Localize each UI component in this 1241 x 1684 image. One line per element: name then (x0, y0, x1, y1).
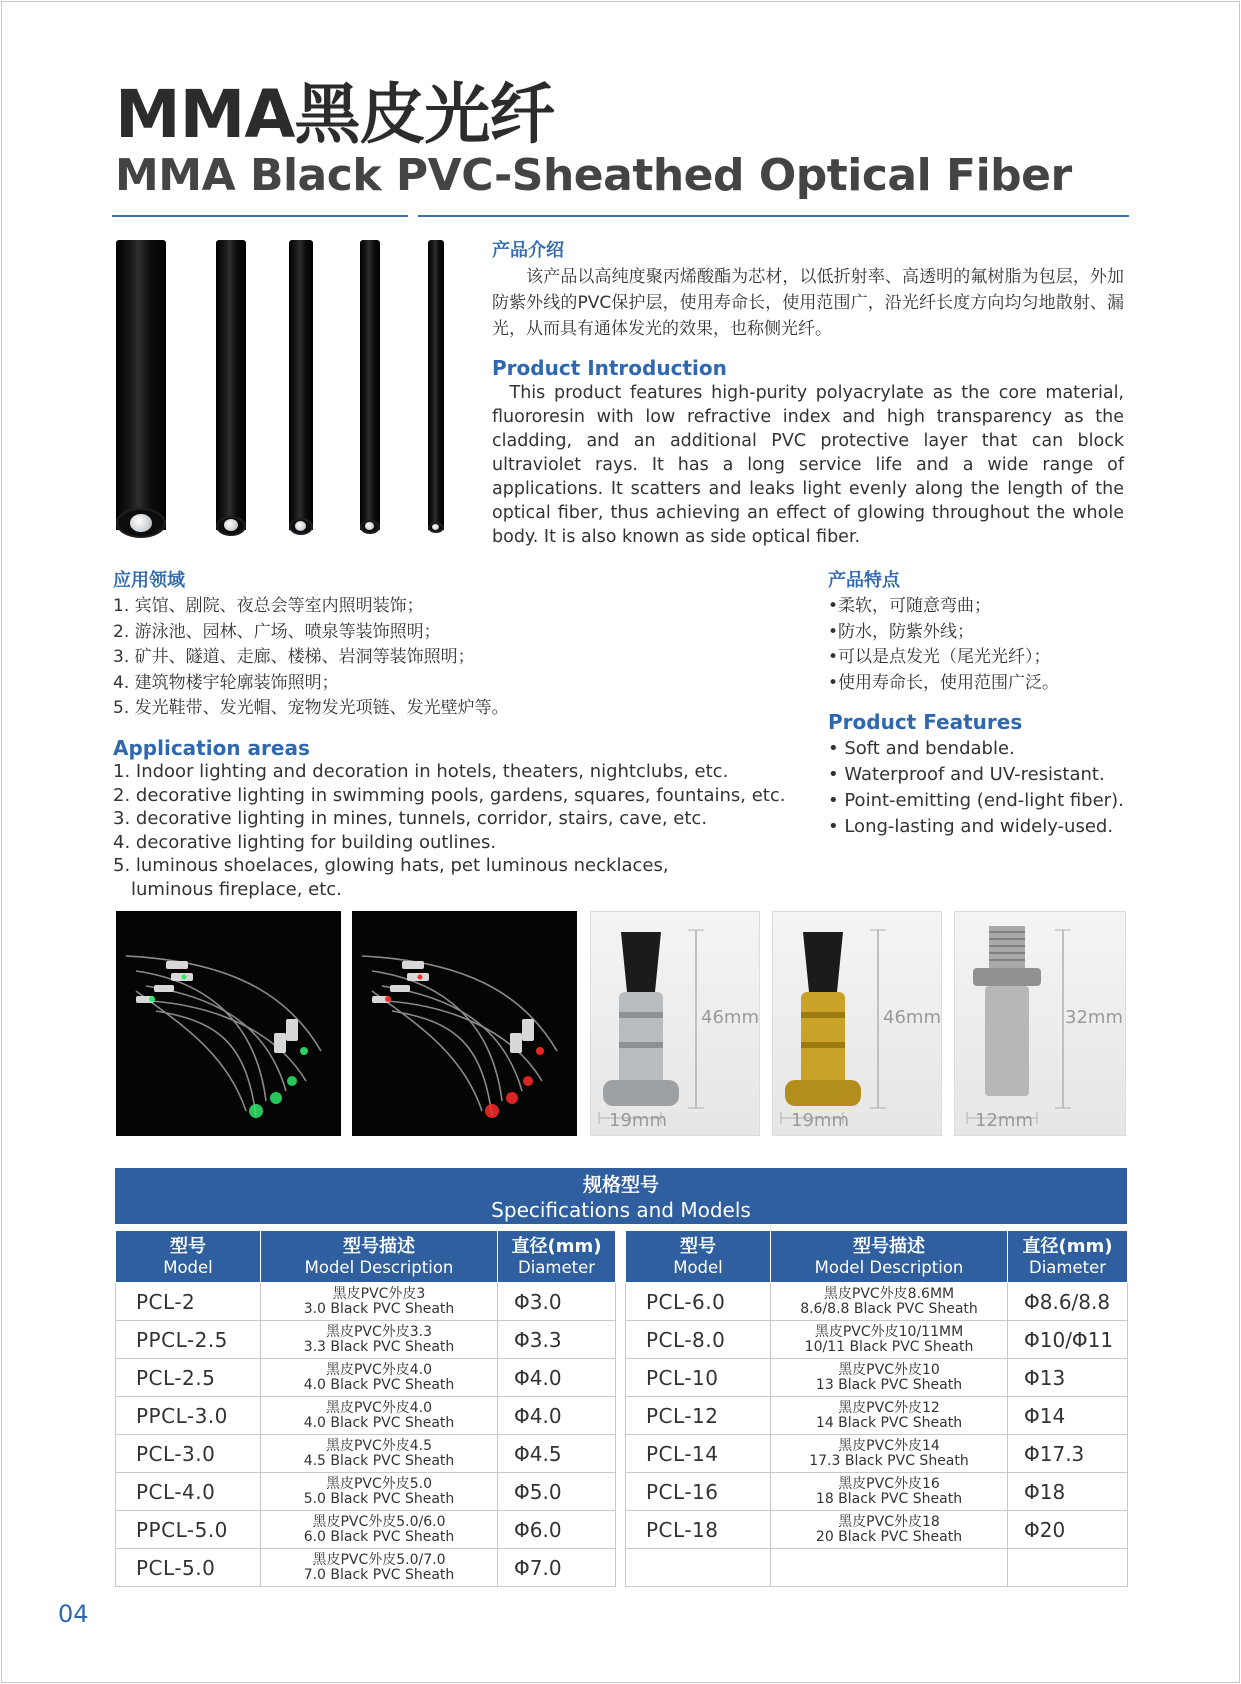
table-row (116, 1359, 616, 1397)
list-item: 3. 矿井、隧道、走廊、楼梯、岩洞等装饰照明； (113, 647, 475, 668)
cell-description (261, 1435, 498, 1473)
cell-model: PCL-6.0 (626, 1283, 771, 1321)
cell-model: PCL-12 (626, 1397, 771, 1435)
connector-width-label: 12mm (975, 1110, 1033, 1131)
fiber-sample (216, 240, 246, 530)
list-item: •柔软，可随意弯曲； (828, 596, 992, 616)
title-divider-right (418, 215, 1129, 217)
table-row (116, 1397, 616, 1435)
features-list-en (828, 736, 1124, 840)
spec-title-en: Specifications and Models (491, 1198, 751, 1222)
list-item: 3. decorative lighting in mines, tunnels, corridor, stairs, cave, etc. (113, 808, 708, 830)
spec-table-left (115, 1230, 616, 1587)
description-en: 4.0 Black PVC Sheath (303, 1376, 455, 1393)
cell-description (261, 1473, 498, 1511)
cell-description (771, 1321, 1008, 1359)
cell-description (261, 1283, 498, 1321)
list-item: 2. 游泳池、园林、广场、喷泉等装饰照明； (113, 621, 441, 642)
table-row (626, 1321, 1128, 1359)
header-description: 型号描述 Model Description (771, 1231, 1008, 1283)
description-en: 4.5 Black PVC Sheath (303, 1452, 455, 1469)
cell-model: PCL-3.0 (116, 1435, 261, 1473)
description-en: 13 Black PVC Sheath (815, 1376, 963, 1393)
description-en: 7.0 Black PVC Sheath (303, 1566, 455, 1583)
cell-diameter: Φ4.5 (498, 1435, 616, 1473)
table-row (626, 1473, 1128, 1511)
cell-model: PPCL-3.0 (116, 1397, 261, 1435)
list-item: •可以是点发光（尾光光纤）； (828, 647, 1051, 668)
cell-model: PCL-14 (626, 1435, 771, 1473)
cell-description (261, 1549, 498, 1587)
list-item: • Long-lasting and widely-used. (828, 816, 1114, 837)
description-en: 3.3 Black PVC Sheath (303, 1338, 455, 1355)
cell-diameter: Φ20 (1008, 1511, 1128, 1549)
list-item: 5. 发光鞋带、发光帽、宠物发光项链、发光壁炉等。 (113, 698, 509, 719)
table-row (626, 1435, 1128, 1473)
cell-model: PCL-10 (626, 1359, 771, 1397)
description-cn: 黑皮PVC外皮3.3 (325, 1323, 433, 1340)
cell-model: PCL-5.0 (116, 1549, 261, 1587)
table-row (626, 1549, 1128, 1587)
cell-description (261, 1511, 498, 1549)
description-cn: 黑皮PVC外皮5.0 (325, 1475, 433, 1492)
cell-description (771, 1435, 1008, 1473)
connector-threaded-photo (954, 911, 1126, 1136)
title-divider-left (112, 215, 408, 217)
description-cn: 黑皮PVC外皮4.0 (325, 1361, 433, 1378)
table-row (626, 1283, 1128, 1321)
page-title-en: MMA Black PVC-Sheathed Optical Fiber (115, 150, 1072, 201)
fiber-sample (289, 240, 313, 530)
fiber-sample (360, 240, 380, 530)
description-cn: 黑皮PVC外皮3 (332, 1285, 426, 1302)
page-title-cn: MMA黑皮光纤 (115, 76, 555, 153)
connector-height-label: 32mm (1065, 1007, 1123, 1028)
cell-diameter: Φ6.0 (498, 1511, 616, 1549)
connector-gold-photo (772, 911, 942, 1136)
cell-diameter: Φ4.0 (498, 1397, 616, 1435)
header-description: 型号描述 Model Description (261, 1231, 498, 1283)
description-cn: 黑皮PVC外皮12 (838, 1399, 940, 1416)
description-en: 3.0 Black PVC Sheath (303, 1300, 455, 1317)
fiber-sample (428, 240, 444, 530)
cell-diameter: Φ17.3 (1008, 1435, 1128, 1473)
list-item: 2. decorative lighting in swimming pools, gardens, squares, fountains, etc. (113, 784, 786, 806)
table-header-row (626, 1231, 1128, 1283)
description-en: 18 Black PVC Sheath (815, 1490, 963, 1507)
cell-description (771, 1473, 1008, 1511)
list-item: 1. 宾馆、剧院、夜总会等室内照明装饰； (113, 596, 424, 616)
description-cn: 黑皮PVC外皮10 (838, 1361, 940, 1378)
cell-diameter: Φ4.0 (498, 1359, 616, 1397)
description-en: 10/11 Black PVC Sheath (804, 1338, 974, 1355)
spec-title-cn: 规格型号 (582, 1174, 659, 1196)
description-en: 8.6/8.8 Black PVC Sheath (800, 1300, 978, 1317)
applications-heading-cn: 应用领域 (113, 570, 185, 591)
cell-description (261, 1321, 498, 1359)
cell-description (261, 1397, 498, 1435)
list-item: 4. decorative lighting for building outlines. (113, 831, 497, 853)
table-row (626, 1511, 1128, 1549)
features-list-cn (828, 594, 1059, 696)
cell-description (771, 1397, 1008, 1435)
cell-diameter: Φ8.6/8.8 (1008, 1283, 1128, 1321)
cell-model: PCL-8.0 (626, 1321, 771, 1359)
intro-text-en: This product features high-purity polyacrylate as the core material, fluororesin with low refractive index and high transparency as the cladding, and an additional PVC protective layer that can block ultraviolet rays. It has a long service life and a wide range of applications. It scatters and leaks light evenly along the length of the optical fiber, thus achieving an effect of glowing throughout the whole body. It is also known as side optical fiber. (492, 383, 1124, 547)
list-item: 1. Indoor lighting and decoration in hotels, theaters, nightclubs, etc. (113, 761, 729, 782)
list-item: •防水，防紫外线； (828, 621, 975, 642)
list-item: 4. 建筑物楼宇轮廓装饰照明； (113, 672, 339, 693)
table-row (626, 1397, 1128, 1435)
page-number: 04 (58, 1600, 89, 1628)
list-item: • Waterproof and UV-resistant. (828, 764, 1105, 785)
cell-description (261, 1359, 498, 1397)
cell-diameter: Φ14 (1008, 1397, 1128, 1435)
description-cn: 黑皮PVC外皮5.0/6.0 (312, 1513, 446, 1530)
cell-description (771, 1549, 1008, 1587)
applications-list-cn (113, 594, 509, 722)
applications-list-en (113, 760, 785, 902)
cell-model: PCL-18 (626, 1511, 771, 1549)
list-item: • Soft and bendable. (828, 738, 1015, 759)
cell-diameter: Φ3.3 (498, 1321, 616, 1359)
cell-diameter (1008, 1549, 1128, 1587)
connector-silver-photo (590, 911, 760, 1136)
connector-width-label: 19mm (791, 1110, 849, 1131)
description-cn: 黑皮PVC外皮14 (838, 1437, 940, 1454)
description-cn: 黑皮PVC外皮10/11MM (814, 1323, 964, 1340)
description-cn: 黑皮PVC外皮4.5 (325, 1437, 433, 1454)
applications-heading-en: Application areas (113, 736, 310, 760)
description-en: 17.3 Black PVC Sheath (809, 1452, 969, 1469)
features-heading-en: Product Features (828, 710, 1023, 734)
header-diameter: 直径(mm) Diameter (1008, 1231, 1128, 1283)
description-cn: 黑皮PVC外皮5.0/7.0 (312, 1551, 446, 1568)
header-diameter: 直径(mm) Diameter (498, 1231, 616, 1283)
intro-text-cn: 该产品以高纯度聚丙烯酸酯为芯材，以低折射率、高透明的氟树脂为包层，外加防紫外线的PVC保护层，使用寿命长，使用范围广，沿光纤长度方向均匀地散射、漏光，从而具有通体发光的效果，也称侧光纤。 (492, 267, 1124, 339)
description-en: 20 Black PVC Sheath (815, 1528, 963, 1545)
intro-heading-cn: 产品介绍 (492, 240, 564, 261)
table-row (116, 1549, 616, 1587)
table-row (116, 1283, 616, 1321)
list-item: luminous fireplace, etc. (113, 878, 342, 900)
description-en: 14 Black PVC Sheath (815, 1414, 963, 1431)
description-en: 5.0 Black PVC Sheath (303, 1490, 455, 1507)
description-cn: 黑皮PVC外皮18 (838, 1513, 940, 1530)
cell-model: PPCL-2.5 (116, 1321, 261, 1359)
green-glow-fiber-photo (116, 911, 341, 1136)
table-row (116, 1321, 616, 1359)
list-item: •使用寿命长，使用范围广泛。 (828, 672, 1060, 693)
cell-diameter: Φ5.0 (498, 1473, 616, 1511)
description-cn: 黑皮PVC外皮16 (838, 1475, 940, 1492)
cell-model: PCL-2 (116, 1283, 261, 1321)
cell-diameter: Φ18 (1008, 1473, 1128, 1511)
fiber-sample (116, 240, 166, 530)
cell-model: PCL-2.5 (116, 1359, 261, 1397)
description-cn: 黑皮PVC外皮4.0 (325, 1399, 433, 1416)
cell-diameter: Φ13 (1008, 1359, 1128, 1397)
connector-width-label: 19mm (609, 1110, 667, 1131)
cell-diameter: Φ10/Φ11 (1008, 1321, 1128, 1359)
header-model: 型号 Model (116, 1231, 261, 1283)
cell-description (771, 1283, 1008, 1321)
cell-model: PCL-16 (626, 1473, 771, 1511)
intro-heading-en: Product Introduction (492, 356, 727, 380)
table-row (116, 1435, 616, 1473)
list-item: • Point-emitting (end-light fiber). (828, 790, 1124, 811)
description-en: 6.0 Black PVC Sheath (303, 1528, 455, 1545)
description-en: 4.0 Black PVC Sheath (303, 1414, 455, 1431)
cell-model: PCL-4.0 (116, 1473, 261, 1511)
table-row (116, 1511, 616, 1549)
cell-diameter: Φ7.0 (498, 1549, 616, 1587)
cell-diameter: Φ3.0 (498, 1283, 616, 1321)
list-item: 5. luminous shoelaces, glowing hats, pet luminous necklaces, (113, 855, 669, 877)
red-glow-fiber-photo (352, 911, 577, 1136)
cell-description (771, 1359, 1008, 1397)
features-heading-cn: 产品特点 (828, 570, 900, 591)
cell-model (626, 1549, 771, 1587)
spec-table-right (625, 1230, 1128, 1587)
table-row (116, 1473, 616, 1511)
spec-banner (115, 1168, 1127, 1224)
cell-description (771, 1511, 1008, 1549)
description-cn: 黑皮PVC外皮8.6MM (823, 1285, 955, 1302)
cell-model: PPCL-5.0 (116, 1511, 261, 1549)
header-model: 型号 Model (626, 1231, 771, 1283)
connector-height-label: 46mm (701, 1007, 759, 1028)
fiber-samples-image (112, 240, 457, 545)
connector-height-label: 46mm (883, 1007, 941, 1028)
table-header-row (116, 1231, 616, 1283)
table-row (626, 1359, 1128, 1397)
